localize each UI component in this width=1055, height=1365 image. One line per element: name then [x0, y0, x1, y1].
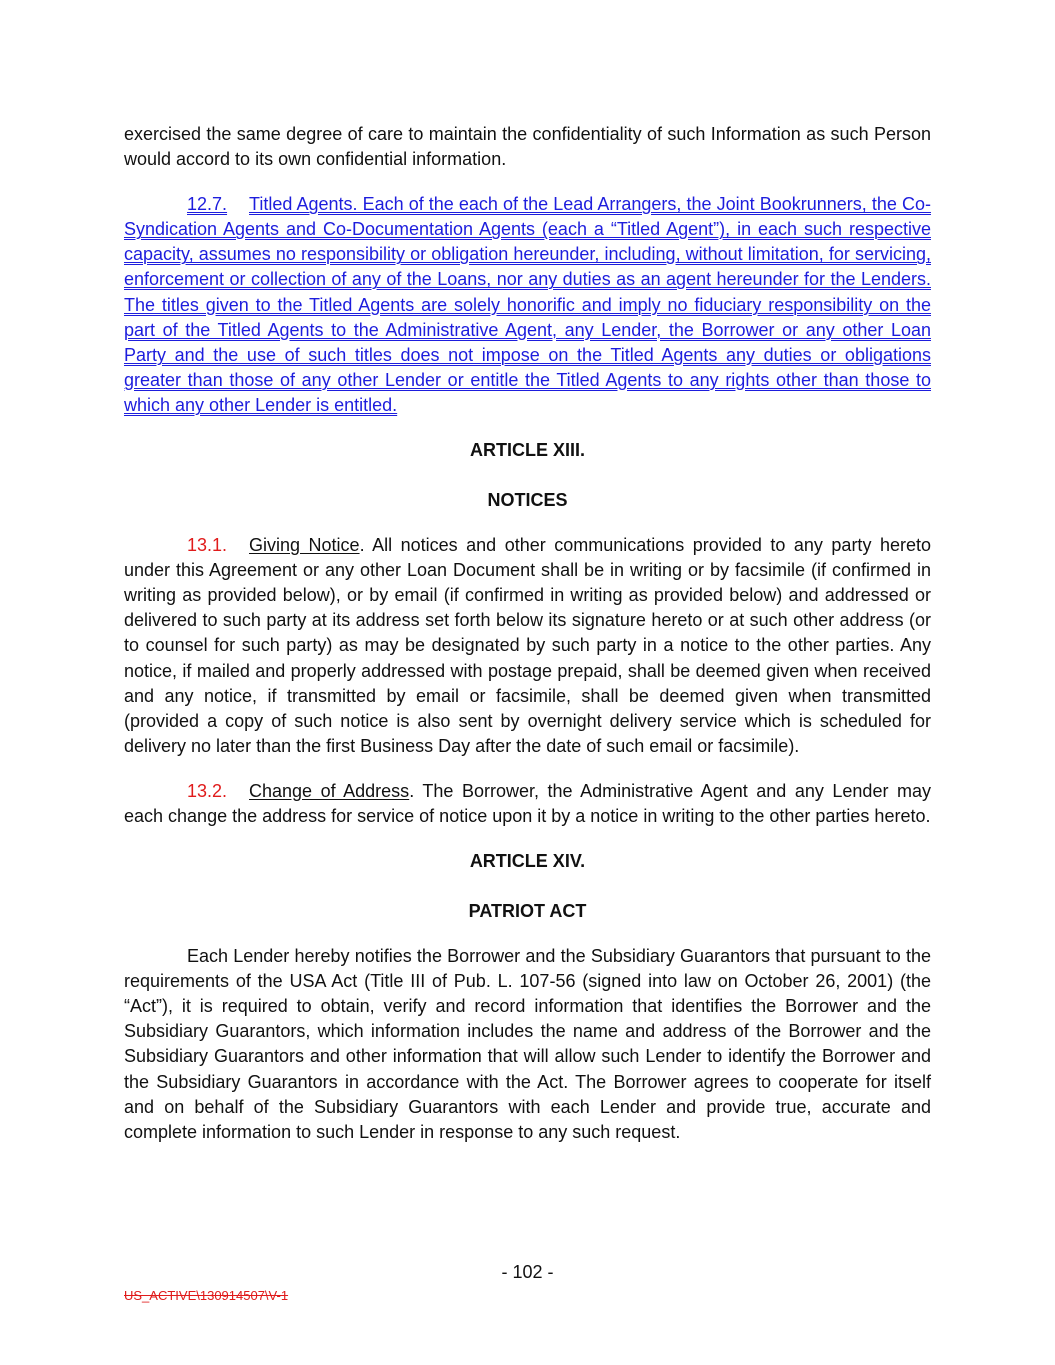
- section-13-2: [124, 779, 931, 829]
- page-number: - 102 -: [501, 1262, 554, 1282]
- patriot-act-paragraph: Each Lender hereby notifies the Borrower and the Subsidiary Guarantors that pursuant to the requirements of the USA Act (Title III of Pub. L. 107-56 (signed into law on October 26, 2001) (the “Act”), it is required to obtain, verify and record information that identifies the Borrower and the Subsidiary Guarantors, which information includes the name and address of the Borrower and the Subsidiary Guarantors and other information that will allow such Lender to identify the Borrower and the Subsidiary Guarantors in accordance with the Act. The Borrower agrees to cooperate for itself and on behalf of the Subsidiary Guarantors with each Lender and provide true, accurate and complete information to such Lender in response to any such request.: [124, 946, 931, 1142]
- section-12-7-heading: Titled Agents.: [249, 194, 358, 215]
- section-12-7-text: Each of the each of the Lead Arrangers, the Joint Bookrunners, the Co-Syndication Agents and Co-Documentation Agents (each a “Titled Agent”), in each such respective capacity, assumes no responsibility or obligation hereunder, including, without limitation, for servicing, enforcement or collection of any of the Loans, nor any duties as an agent hereunder for the Lenders. The titles given to the Titled Agents are solely honorific and imply no fiduciary responsibility on the part of the Titled Agents to the Administrative Agent, any Lender, the Borrower or any other Loan Party and the use of such titles does not impose on the Titled Agents any duties or obligations greater than those of any other Lender or entitle the Titled Agents to any rights other than those to which any other Lender is entitled.: [124, 194, 931, 415]
- section-13-1-text: . All notices and other communications provided to any party hereto under this Agreement or any other Loan Document shall be in writing or by facsimile (if confirmed in writing as provided below), or by email (if confirmed in writing as provided below) and addressed or delivered to such party at its address set forth below its signature hereto or at such other address (or to counsel for such party) as may be designated by such party in a notice to the other parties. Any notice, if mailed and properly addressed with postage prepaid, shall be deemed given when received and any notice, if transmitted by email or facsimile, shall be deemed given when transmitted (provided a copy of such notice is also sent by overnight delivery service which is scheduled for delivery no later than the first Business Day after the date of such email or facsimile).: [124, 535, 931, 756]
- document-id: US_ACTIVE\130914507\V-1: [124, 1288, 289, 1303]
- article-13-title: NOTICES: [487, 490, 568, 511]
- section-12-7: [124, 192, 931, 418]
- section-13-1-number: 13.1.: [187, 535, 228, 556]
- section-13-2-text: . The Borrower, the Administrative Agent and any Lender may each change the address for service of notice upon it by a notice in writing to the other parties hereto.: [124, 780, 931, 826]
- continued-paragraph: exercised the same degree of care to maintain the confidentiality of such Information as such Person would accord to its own confidential information.: [124, 124, 931, 170]
- section-13-2-number: 13.2.: [187, 780, 228, 801]
- section-12-7-number: 12.7.: [187, 194, 228, 215]
- article-14-label: ARTICLE XIV.: [469, 851, 586, 872]
- section-13-1: [124, 533, 931, 759]
- section-13-1-heading: Giving Notice: [249, 535, 360, 556]
- article-14-title: PATRIOT ACT: [468, 901, 587, 922]
- document-page: [124, 122, 931, 1145]
- article-13-label: ARTICLE XIII.: [469, 440, 585, 461]
- section-13-2-heading: Change of Address: [249, 780, 410, 801]
